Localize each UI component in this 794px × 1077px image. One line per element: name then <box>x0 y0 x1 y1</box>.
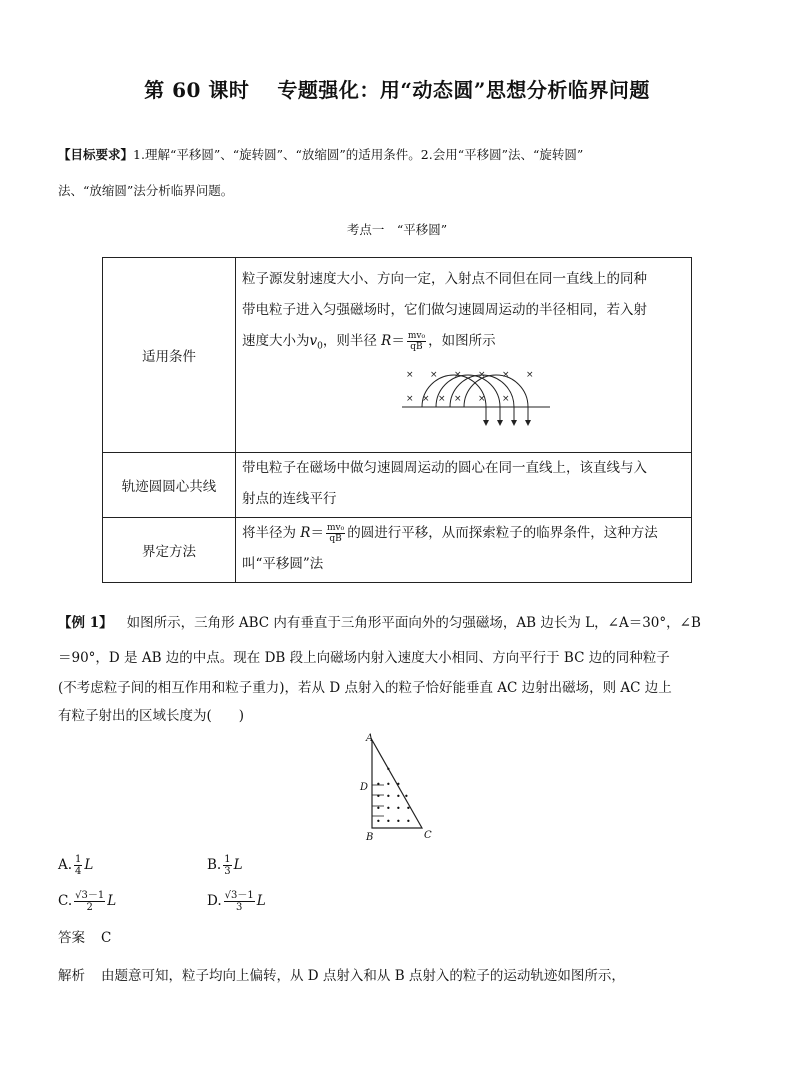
v0-symbol: v <box>309 333 318 349</box>
table-row <box>103 258 692 453</box>
option-letter: B. <box>207 857 222 873</box>
field-dot: • <box>386 792 391 801</box>
vertex-label-c: C <box>424 830 432 841</box>
field-dot: • <box>376 817 381 826</box>
field-mark: × <box>438 393 446 404</box>
option-letter: C. <box>58 893 73 909</box>
fraction-numerator: 1 <box>224 854 231 865</box>
field-mark: × <box>454 393 462 404</box>
conditions-text-3-pre: 速度大小为 <box>242 333 310 349</box>
field-dot: • <box>386 804 391 813</box>
field-dot: • <box>376 804 381 813</box>
v0-subscript: 0 <box>317 341 323 352</box>
translation-circle-table <box>102 257 692 583</box>
row-content-method <box>236 518 692 583</box>
row-content-conditions <box>236 258 692 453</box>
fraction-numerator: √3－1 <box>75 890 105 901</box>
option-fraction <box>224 890 255 913</box>
field-mark: × <box>478 393 486 404</box>
field-dot: • <box>386 780 391 789</box>
option-b[interactable] <box>207 854 243 877</box>
row-label-method: 界定方法 <box>103 518 236 583</box>
row-content-centers <box>236 453 692 518</box>
radius-symbol: R <box>300 525 311 541</box>
radius-symbol: R <box>381 333 392 349</box>
fraction-denominator: qB <box>410 342 423 352</box>
method-text-2: 叫“平移圆”法 <box>242 556 324 572</box>
analysis-text: 由题意可知，粒子均向上偏转，从 D 点射入和从 B 点射入的粒子的运动轨迹如图所示， <box>101 968 625 984</box>
conditions-text-2: 带电粒子进入匀强磁场时，它们做匀速圆周运动的半径相同，若入射 <box>242 302 647 318</box>
radius-fraction <box>326 523 345 544</box>
example-line-2: ＝90°，D 是 AB 边的中点。现在 DB 段上向磁场内射入速度大小相同、方向平行于 BC 边的同种粒子 <box>58 650 670 666</box>
vertex-label-b: B <box>366 832 374 843</box>
page-title: 第 60 课时 专题强化：用“动态圆”思想分析临界问题 <box>144 78 650 102</box>
goal-line-1 <box>58 145 583 165</box>
field-dot: • <box>386 765 391 774</box>
field-dot: • <box>406 804 411 813</box>
row-label-centers: 轨迹圆圆心共线 <box>103 453 236 518</box>
conditions-text-1: 粒子源发射速度大小、方向一定，入射点不同但在同一直线上的同种 <box>242 271 647 287</box>
example-text-1: 如图所示，三角形 ABC 内有垂直于三角形平面向外的匀强磁场，AB 边长为 L，∠A＝30°，∠B <box>126 615 701 631</box>
field-mark: × <box>526 369 534 380</box>
example-label: 【例 1】 <box>58 615 113 631</box>
field-mark: × <box>430 369 438 380</box>
row-label-conditions: 适用条件 <box>103 258 236 453</box>
field-mark: × <box>422 393 430 404</box>
option-fraction <box>74 890 105 913</box>
option-variable: L <box>84 857 94 873</box>
example-line-3: (不考虑粒子间的相互作用和粒子重力)，若从 D 点射入的粒子恰好能垂直 AC 边射出磁场，则 AC 边上 <box>58 680 672 696</box>
fraction-denominator: 3 <box>224 866 231 877</box>
fraction-numerator: mv₀ <box>407 331 426 341</box>
field-dot: • <box>396 780 401 789</box>
option-variable: L <box>107 893 117 909</box>
fraction-denominator: 4 <box>75 866 82 877</box>
conditions-text-3-mid: ，则半径 <box>322 333 382 349</box>
option-fraction <box>223 854 231 877</box>
field-dot: • <box>396 817 401 826</box>
conditions-text-3-post: ，如图所示 <box>428 333 496 349</box>
analysis-line <box>58 966 625 986</box>
translation-circles-figure <box>400 365 560 427</box>
goal-text-1: 1.理解“平移圆”、“旋转圆”、“放缩圆”的适用条件。2.会用“平移圆”法、“旋转圆” <box>133 147 584 162</box>
centers-text-2: 射点的连线平行 <box>242 491 337 507</box>
analysis-label: 解析 <box>58 968 85 984</box>
option-a[interactable] <box>58 854 93 877</box>
field-dot: • <box>406 817 411 826</box>
fraction-numerator: 1 <box>75 854 82 865</box>
method-text-1-pre: 将半径为 <box>242 525 301 541</box>
fraction-numerator: mv₀ <box>326 523 345 533</box>
field-dot: • <box>376 792 381 801</box>
triangle-figure <box>354 732 444 844</box>
field-mark: × <box>502 393 510 404</box>
table-row <box>103 453 692 518</box>
option-variable: L <box>233 857 243 873</box>
option-c[interactable] <box>58 890 116 913</box>
field-dot: • <box>376 780 381 789</box>
field-dot: • <box>396 804 401 813</box>
section-heading: 考点一 “平移圆” <box>346 222 448 237</box>
answer-line <box>58 928 111 948</box>
field-mark: × <box>502 369 510 380</box>
option-d[interactable] <box>207 890 266 913</box>
example-line-4: 有粒子射出的区域长度为( ) <box>58 708 245 724</box>
equals-sign: ＝ <box>391 333 405 349</box>
option-letter: D. <box>207 893 222 909</box>
field-mark: × <box>454 369 462 380</box>
fraction-denominator: 2 <box>86 902 93 913</box>
field-mark: × <box>406 393 414 404</box>
goal-line-2: 法、“放缩圆”法分析临界问题。 <box>58 183 234 198</box>
answer-value: C <box>101 930 112 946</box>
conditions-text-3 <box>242 326 687 363</box>
table-row <box>103 518 692 583</box>
radius-fraction <box>407 331 426 352</box>
fraction-numerator: √3－1 <box>224 890 254 901</box>
example-line-1 <box>58 613 701 633</box>
answer-label: 答案 <box>58 930 85 946</box>
fraction-denominator: qB <box>329 534 342 544</box>
equals-sign: ＝ <box>310 525 324 541</box>
vertex-label-a: A <box>366 733 374 744</box>
option-letter: A. <box>58 857 73 873</box>
option-fraction <box>74 854 82 877</box>
field-dot: • <box>404 792 409 801</box>
field-mark: × <box>478 369 486 380</box>
method-text-1-post: 的圆进行平移，从而探索粒子的临界条件，这种方法 <box>347 525 658 541</box>
point-label-d: D <box>360 782 369 793</box>
field-dot: • <box>386 817 391 826</box>
fraction-denominator: 3 <box>236 902 243 913</box>
method-text-1 <box>242 518 687 549</box>
option-variable: L <box>256 893 266 909</box>
field-mark: × <box>406 369 414 380</box>
goal-label: 【目标要求】 <box>58 147 134 162</box>
centers-text-1: 带电粒子在磁场中做匀速圆周运动的圆心在同一直线上，该直线与入 <box>242 460 647 476</box>
field-dot: • <box>396 792 401 801</box>
